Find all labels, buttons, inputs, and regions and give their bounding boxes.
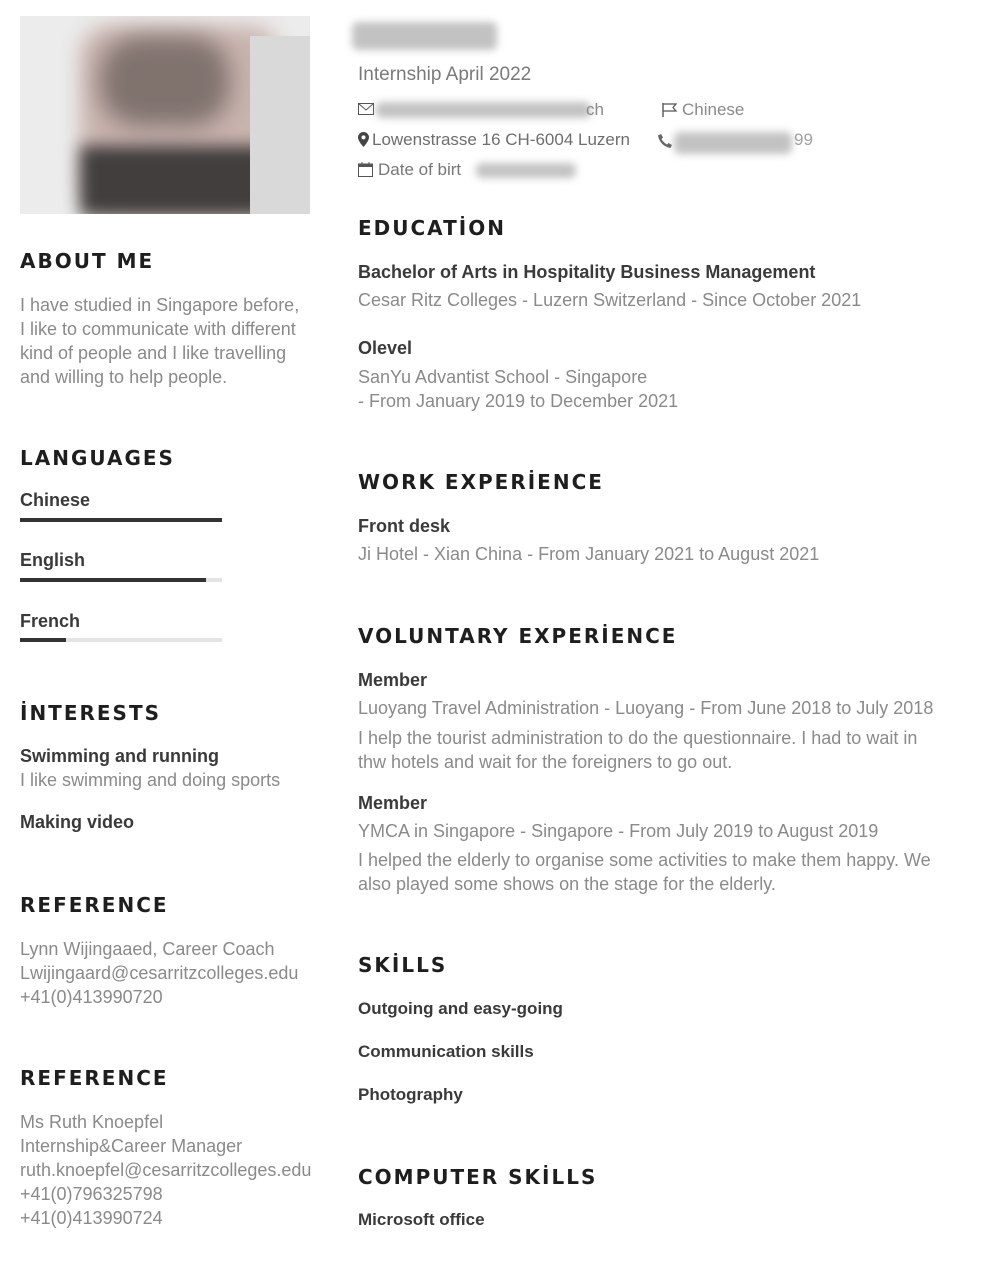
calendar-icon [358, 162, 373, 177]
education-meta: SanYu Advantist School - Singapore - From January 2019 to December 2021 [358, 367, 679, 411]
reference-details: Lynn Wijingaaed, Career Coach Lwijingaard@cesarritzcolleges.edu +41(0)413990720 [20, 939, 299, 1007]
language-level-fill [20, 578, 206, 582]
nationality-text: Chinese [682, 100, 745, 119]
email-row [358, 100, 618, 120]
voluntary-meta: YMCA in Singapore - Singapore - From July 2019 to August 2019 [358, 821, 879, 841]
address-text: Lowenstrasse 16 CH-6004 Luzern [372, 130, 630, 149]
interest-title: Swimming and running [20, 746, 219, 766]
skill-item: Communication skills [358, 1042, 534, 1061]
language-level-fill [20, 518, 222, 522]
address-row [358, 130, 648, 150]
phone-text: 99 [794, 130, 813, 149]
computer-skill-item: Microsoft office [358, 1210, 485, 1229]
voluntary-heading: VOLUNTARY EXPERİENCE [358, 624, 678, 648]
location-pin-icon [358, 132, 369, 147]
phone-row [652, 126, 822, 156]
mail-icon [358, 103, 374, 115]
computer-skills-heading: COMPUTER SKİLLS [358, 1165, 598, 1189]
interests-heading: İNTERESTS [20, 701, 161, 725]
skill-item: Outgoing and easy-going [358, 999, 563, 1018]
reference-heading: REFERENCE [20, 1066, 169, 1090]
skills-heading: SKİLLS [358, 953, 448, 977]
dob-row [358, 160, 588, 180]
interest-title: Making video [20, 812, 135, 832]
voluntary-title: Member [358, 670, 428, 690]
name-redacted [352, 22, 497, 50]
education-heading: EDUCATİON [358, 216, 506, 240]
language-level-bar [20, 638, 222, 642]
education-title: Bachelor of Arts in Hospitality Business Management [358, 262, 816, 282]
reference-heading: REFERENCE [20, 893, 169, 917]
reference-details: Ms Ruth Knoepfel Internship&Career Manager ruth.knoepfel@cesarritzcolleges.edu +41(0)796325798 +41(0)413990724 [20, 1112, 312, 1228]
profile-photo [20, 16, 310, 214]
flag-icon [662, 103, 677, 117]
language-name: Chinese [20, 490, 91, 510]
email-text: ch [586, 100, 604, 119]
dob-text: Date of birt [378, 160, 462, 179]
skill-item: Photography [358, 1085, 463, 1104]
about-text: I have studied in Singapore before, I like to communicate with different kind of people and I like travelling and willing to help people. [20, 295, 300, 387]
language-name: French [20, 611, 81, 631]
nationality-row [662, 100, 782, 120]
resume-subtitle: Internship April 2022 [358, 64, 532, 85]
interest-desc: I like swimming and doing sports [20, 770, 281, 790]
phone-icon [658, 134, 672, 148]
about-heading: ABOUT ME [20, 249, 155, 273]
education-title: Olevel [358, 338, 413, 358]
languages-heading: LANGUAGES [20, 446, 175, 470]
voluntary-desc: I help the tourist administration to do the questionnaire. I had to wait in thw hotels and wait for the foreigners to go out. [358, 728, 918, 772]
voluntary-title: Member [358, 793, 428, 813]
education-meta: Cesar Ritz Colleges - Luzern Switzerland - Since October 2021 [358, 290, 862, 310]
language-name: English [20, 550, 86, 570]
voluntary-desc: I helped the elderly to organise some activities to make them happy. We also played some shows on the stage for the elderly. [358, 850, 931, 894]
work-meta: Ji Hotel - Xian China - From January 2021 to August 2021 [358, 544, 820, 564]
voluntary-meta: Luoyang Travel Administration - Luoyang - From June 2018 to July 2018 [358, 698, 934, 718]
language-level-bar [20, 518, 222, 522]
language-level-fill [20, 638, 66, 642]
language-level-bar [20, 578, 222, 582]
work-title: Front desk [358, 516, 451, 536]
work-heading: WORK EXPERİENCE [358, 470, 604, 494]
